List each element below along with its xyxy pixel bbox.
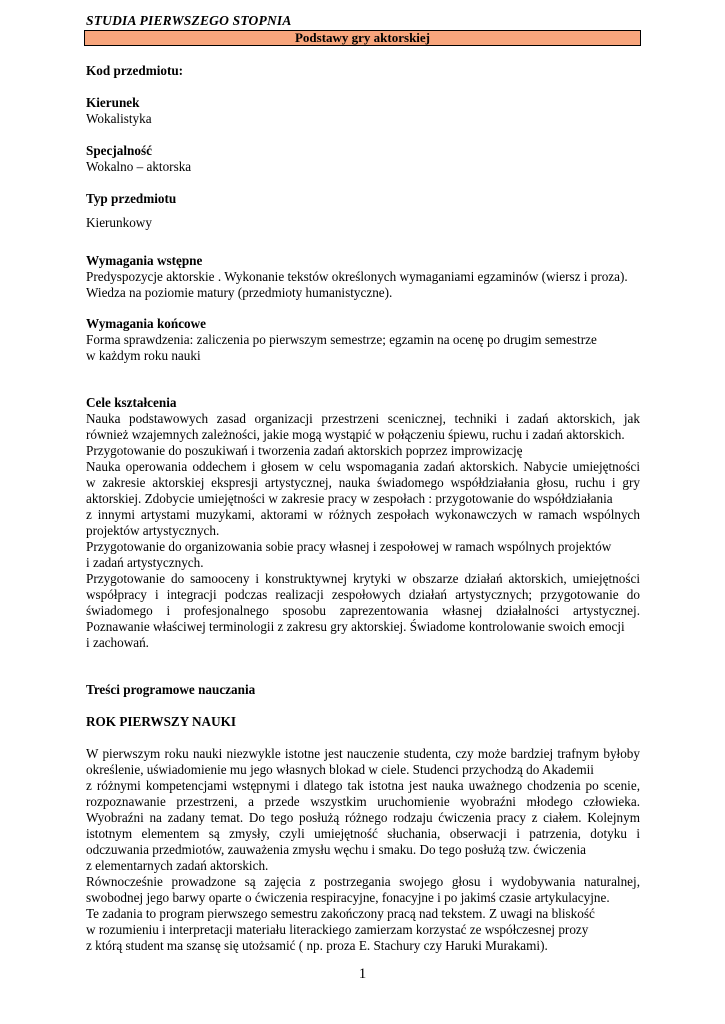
objectives-line: świadomego i profesjonalnego sposobu zaprezentowania własnej działalności artystycznej. <box>86 603 640 618</box>
objectives-text <box>86 411 640 651</box>
first-year-label: ROK PIERWSZY NAUKI <box>86 714 236 729</box>
first-year-line: swobodnej jego barwy oparte o ćwiczenia respiracyjne, fonacyjne i po jakimś czasie artykulacyjne. <box>86 890 610 905</box>
first-year-line: z różnymi kompetencjami wstępnymi i dlatego tak istotna jest nauka uważnego chodzenia po scenie, <box>86 778 640 793</box>
objectives-line: Przygotowanie do samooceny i konstruktywnej krytyki w obszarze działań aktorskich, umiejętności <box>86 571 640 586</box>
first-year-line: istotnym elementem są zmysły, czyli umiejętność słuchania, obserwacji i patrzenia, dotyku i <box>86 826 640 841</box>
objectives-line: Przygotowanie do organizowania sobie pracy własnej i zespołowej w ramach wspólnych projektów <box>86 539 612 554</box>
document-content <box>86 63 640 954</box>
objectives-line: z innymi artystami muzykami, aktorami w różnych zespołach wykonawczych w ramach wspólnych <box>86 507 640 522</box>
subject-type-label: Typ przedmiotu <box>86 191 177 206</box>
program-content-label: Treści programowe nauczania <box>86 682 256 697</box>
first-year-line: odczuwania przedmiotów, zauważenia zmysłu węchu i smaku. Do tego posłużą tzw. ćwiczenia <box>86 842 586 857</box>
study-level-header: STUDIA PIERWSZEGO STOPNIA <box>86 13 292 28</box>
objectives-line: Nauka podstawowych zasad organizacji przestrzeni scenicznej, techniki i zadań aktorskich, jak <box>86 411 640 426</box>
first-year-text <box>86 746 640 954</box>
final-requirements-line: Forma sprawdzenia: zaliczenia po pierwszym semestrze; egzamin na ocenę po drugim semestrze <box>86 332 597 347</box>
objectives-line: aktorskiej. Zdobycie umiejętności w zakresie pracy w zespołach : przygotowanie do współdziałania <box>86 491 613 506</box>
specialty-label: Specjalność <box>86 143 152 158</box>
specialty-value: Wokalno – aktorska <box>86 159 192 174</box>
final-requirements-label: Wymagania końcowe <box>86 316 207 331</box>
prerequisites-line: Predyspozycje aktorskie . Wykonanie tekstów określonych wymaganiami egzaminów (wiersz i proza). <box>86 269 628 284</box>
first-year-line: Równocześnie prowadzone są zajęcia z postrzegania swojego głosu i wydobywania naturalnej, <box>86 874 640 889</box>
objectives-line: Przygotowanie do poszukiwań i tworzenia zadań aktorskich poprzez improwizację <box>86 443 523 458</box>
field-label: Kierunek <box>86 95 140 110</box>
first-year-line: W pierwszym roku nauki niezwykle istotne jest nauczenie studenta, czy może bardziej trafnym byłoby <box>86 746 640 761</box>
first-year-line: rozpoznawanie przestrzeni, a przede wszystkim uruchomienie wyobraźni młodego człowieka. <box>86 794 640 809</box>
page-number: 1 <box>358 966 367 982</box>
first-year-line: Te zadania to program pierwszego semestru zakończony pracą nad tekstem. Z uwagi na bliskość <box>86 906 595 921</box>
first-year-line: w rozumieniu i interpretacji materiału literackiego zamierzam korzystać ze współczesnej prozy <box>86 922 589 937</box>
course-code-label: Kod przedmiotu: <box>86 63 184 78</box>
objectives-line: Poznawanie właściwej terminologii z zakresu gry aktorskiej. Świadome kontrolowanie swoich emocji <box>86 619 625 634</box>
subject-title-bar: Podstawy gry aktorskiej <box>84 30 641 46</box>
prerequisites-line: Wiedza na poziomie matury (przedmioty humanistyczne). <box>86 285 393 300</box>
objectives-line: Nauka operowania oddechem i głosem w celu wspomagania zadań aktorskich. Nabycie umiejętności <box>86 459 640 474</box>
objectives-line: w zakresie aktorskiej ekspresji artystycznej, nauka świadomego współdziałania głosu, ruchu i gry <box>86 475 640 490</box>
first-year-line: z elementarnych zadań aktorskich. <box>86 858 269 873</box>
first-year-line: z którą student ma szansę się utożsamić ( np. proza E. Stachury czy Haruki Murakami). <box>86 938 548 953</box>
field-value: Wokalistyka <box>86 111 152 126</box>
first-year-line: określenie, uświadomienie mu jego własnych blokad w ciele. Studenci przychodzą do Akademii <box>86 762 594 777</box>
objectives-line: i zachowań. <box>86 635 149 650</box>
objectives-line: projektów artystycznych. <box>86 523 220 538</box>
objectives-line: również wzajemnych zależności, jakie mogą wystąpić w połączeniu śpiewu, ruchu i zadań aktorskich. <box>86 427 625 442</box>
objectives-line: współpracy i integracji podczas realizacji zespołowych działań artystycznych; przygotowanie do <box>86 587 640 602</box>
objectives-label: Cele kształcenia <box>86 395 177 410</box>
prerequisites-label: Wymagania wstępne <box>86 253 203 268</box>
first-year-line: Wyobraźni na zadany temat. Do tego posłużą różnego rodzaju ćwiczenia pracy z ciałem. Kolejnym <box>86 810 640 825</box>
objectives-line: i zadań artystycznych. <box>86 555 204 570</box>
subject-type-value: Kierunkowy <box>86 215 152 230</box>
final-requirements-line: w każdym roku nauki <box>86 348 201 363</box>
